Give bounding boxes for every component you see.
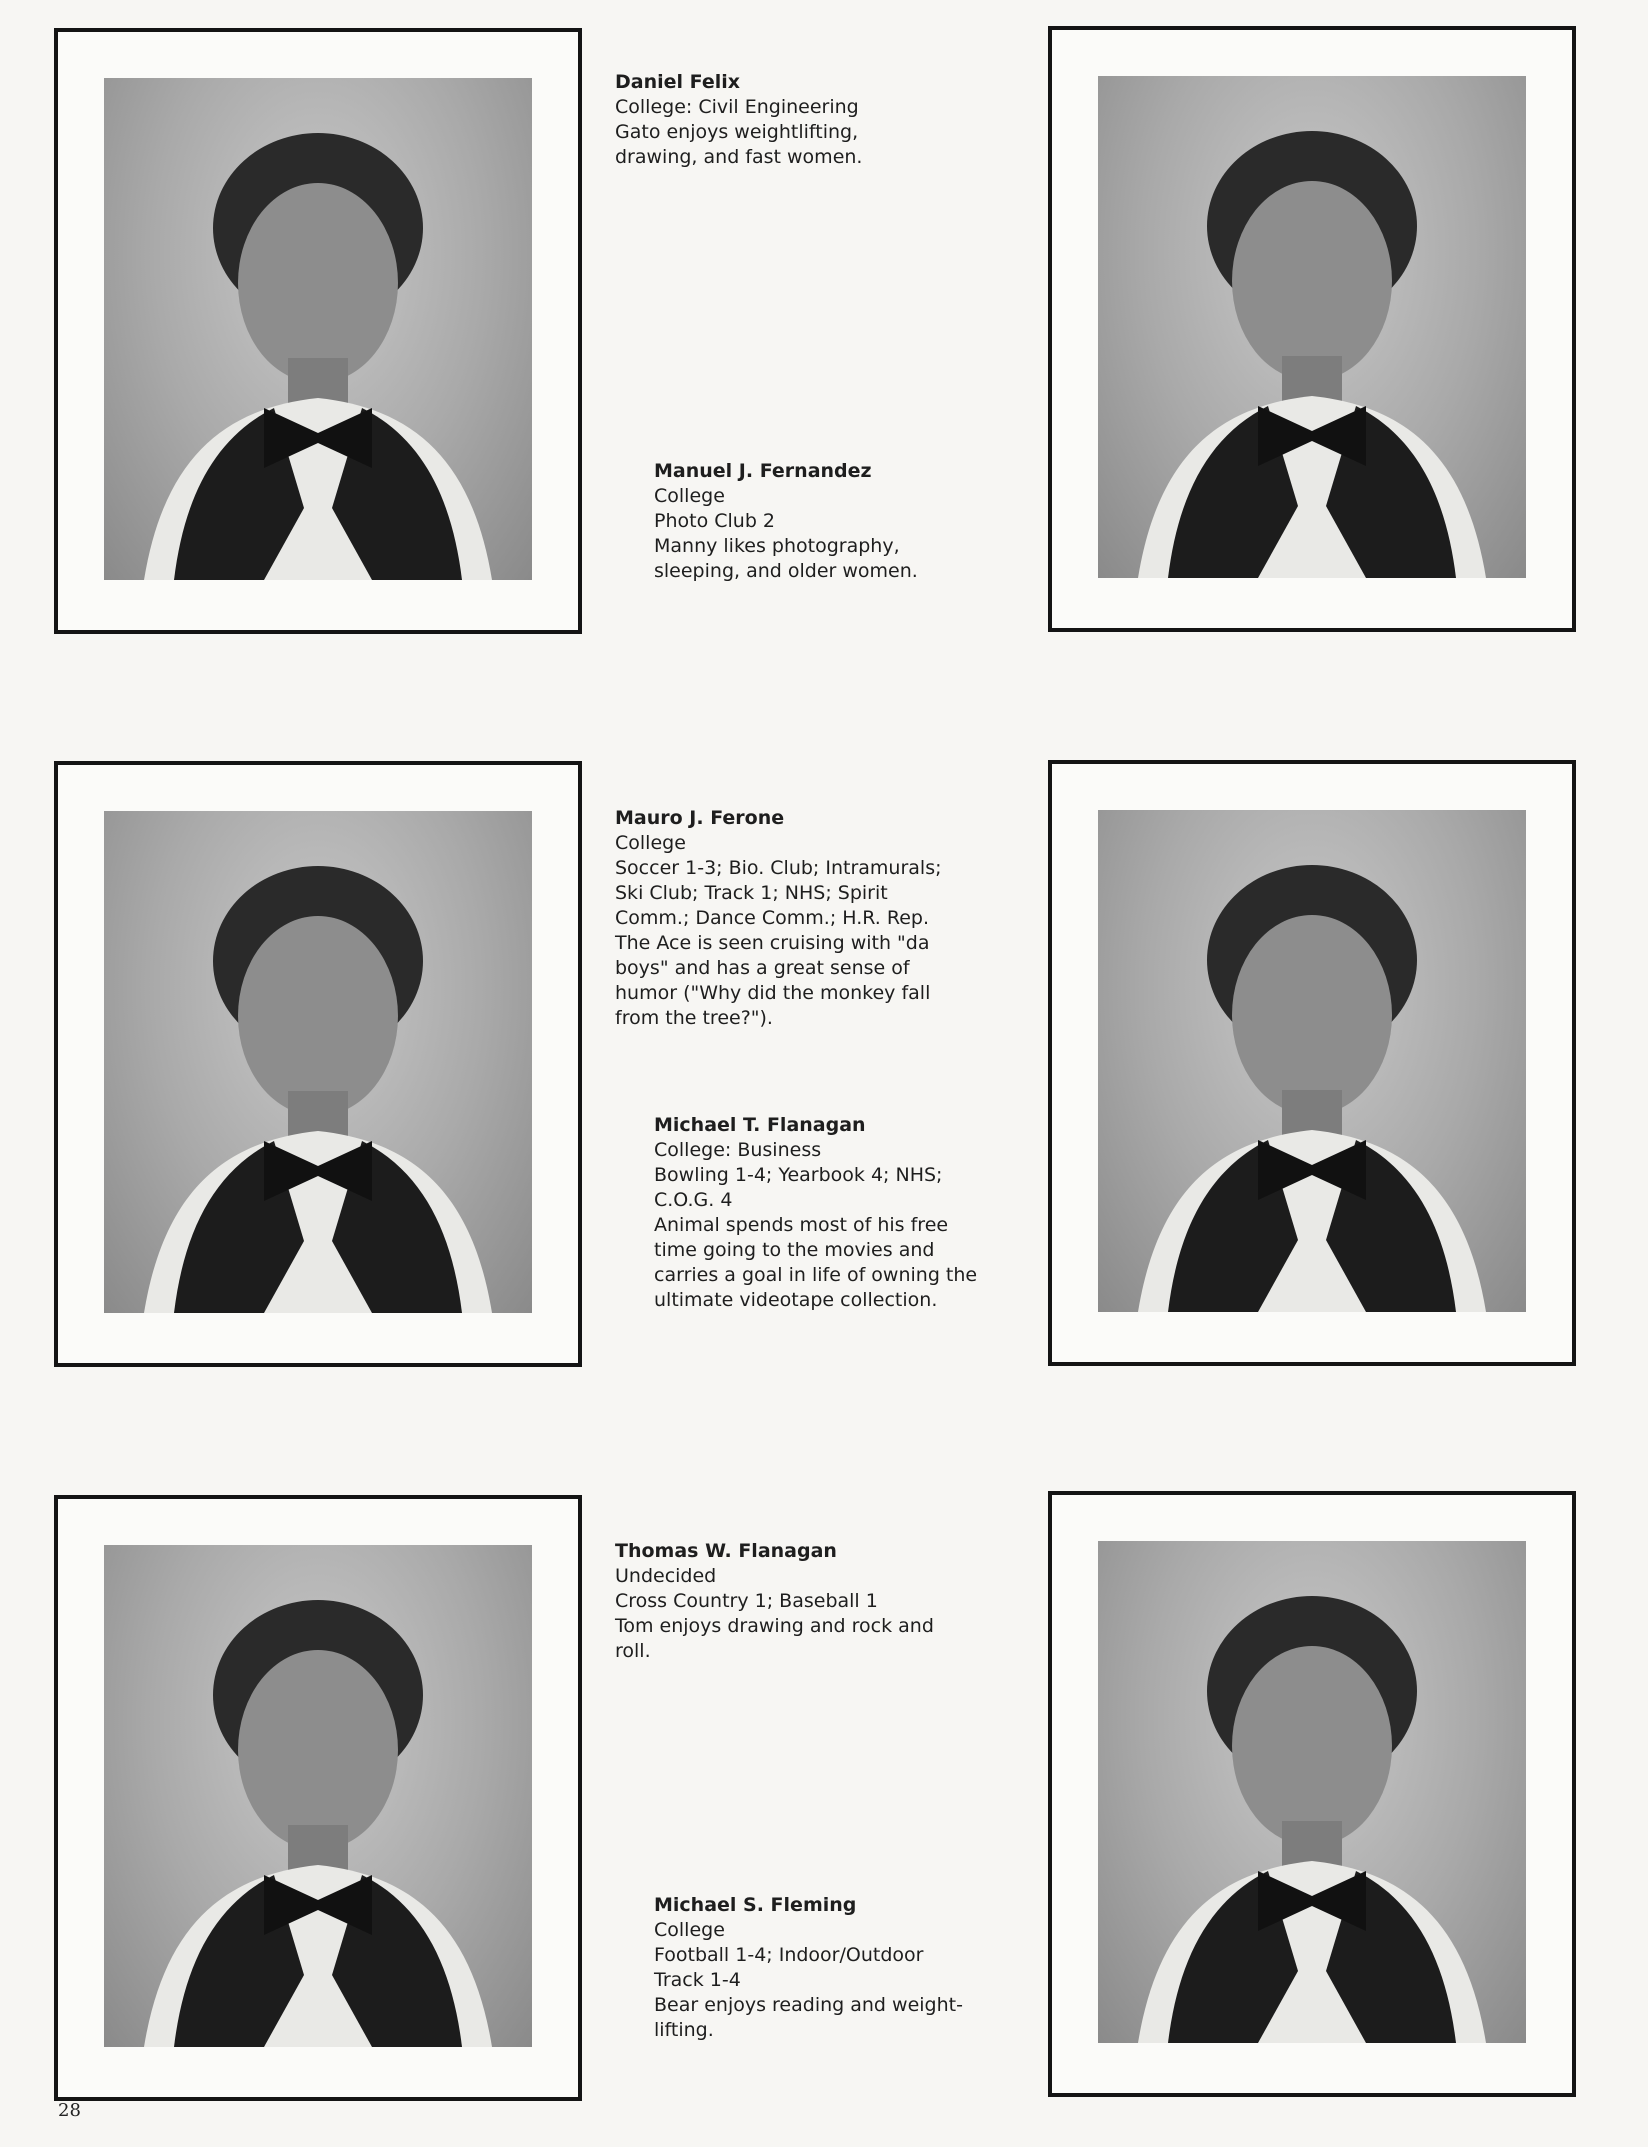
student-name: Thomas W. Flanagan [615,1540,837,1562]
bio-line: Comm.; Dance Comm.; H.R. Rep. [615,907,930,929]
portrait-photo-t-flanagan [104,1545,532,2047]
portrait-frame-t-flanagan [54,1495,582,2101]
portrait-frame-ferone [54,761,582,1367]
bio-line: Football 1-4; Indoor/Outdoor [654,1944,924,1966]
bio-line: humor ("Why did the monkey fall [615,982,931,1004]
bio-line: Soccer 1-3; Bio. Club; Intramurals; [615,857,942,879]
bio-line: C.O.G. 4 [654,1189,733,1211]
bio-fleming [654,1893,1054,2043]
bio-line: sleeping, and older women. [654,560,918,582]
portrait-photo-felix [104,78,532,580]
bio-line: College [654,485,725,507]
bio-fernandez [654,459,1054,584]
bio-line: College: Business [654,1139,822,1161]
bio-line: lifting. [654,2019,714,2041]
portrait-photo-fleming [1098,1541,1526,2043]
student-name: Mauro J. Ferone [615,807,785,829]
bio-line: College [615,832,686,854]
bio-ferone [615,806,1015,1031]
page-number: 28 [58,2100,81,2121]
bio-t-flanagan [615,1539,1015,1664]
portrait-frame-fleming [1048,1491,1576,2097]
student-name: Daniel Felix [615,71,741,93]
bio-felix [615,70,1015,170]
portrait-frame-m-flanagan [1048,760,1576,1366]
bio-line: The Ace is seen cruising with "da [615,932,930,954]
bio-line: College [654,1919,725,1941]
bio-line: Animal spends most of his free [654,1214,949,1236]
bio-line: Track 1-4 [654,1969,741,1991]
bio-m-flanagan [654,1113,1054,1313]
portrait-photo-fernandez [1098,76,1526,578]
portrait-frame-felix [54,28,582,634]
bio-line: Bowling 1-4; Yearbook 4; NHS; [654,1164,943,1186]
portrait-photo-ferone [104,811,532,1313]
bio-line: Manny likes photography, [654,535,900,557]
bio-line: carries a goal in life of owning the [654,1264,978,1286]
student-name: Michael S. Fleming [654,1894,857,1916]
bio-line: roll. [615,1640,651,1662]
bio-line: drawing, and fast women. [615,146,863,168]
bio-line: time going to the movies and [654,1239,935,1261]
bio-line: Ski Club; Track 1; NHS; Spirit [615,882,888,904]
bio-line: Gato enjoys weightlifting, [615,121,859,143]
bio-line: boys" and has a great sense of [615,957,910,979]
bio-line: ultimate videotape collection. [654,1289,938,1311]
bio-line: Photo Club 2 [654,510,776,532]
bio-line: Cross Country 1; Baseball 1 [615,1590,878,1612]
student-name: Michael T. Flanagan [654,1114,866,1136]
bio-line: Undecided [615,1565,717,1587]
bio-line: College: Civil Engineering [615,96,859,118]
bio-line: Bear enjoys reading and weight- [654,1994,963,2016]
portrait-photo-m-flanagan [1098,810,1526,1312]
student-name: Manuel J. Fernandez [654,460,872,482]
bio-line: Tom enjoys drawing and rock and [615,1615,934,1637]
bio-line: from the tree?"). [615,1007,773,1029]
portrait-frame-fernandez [1048,26,1576,632]
